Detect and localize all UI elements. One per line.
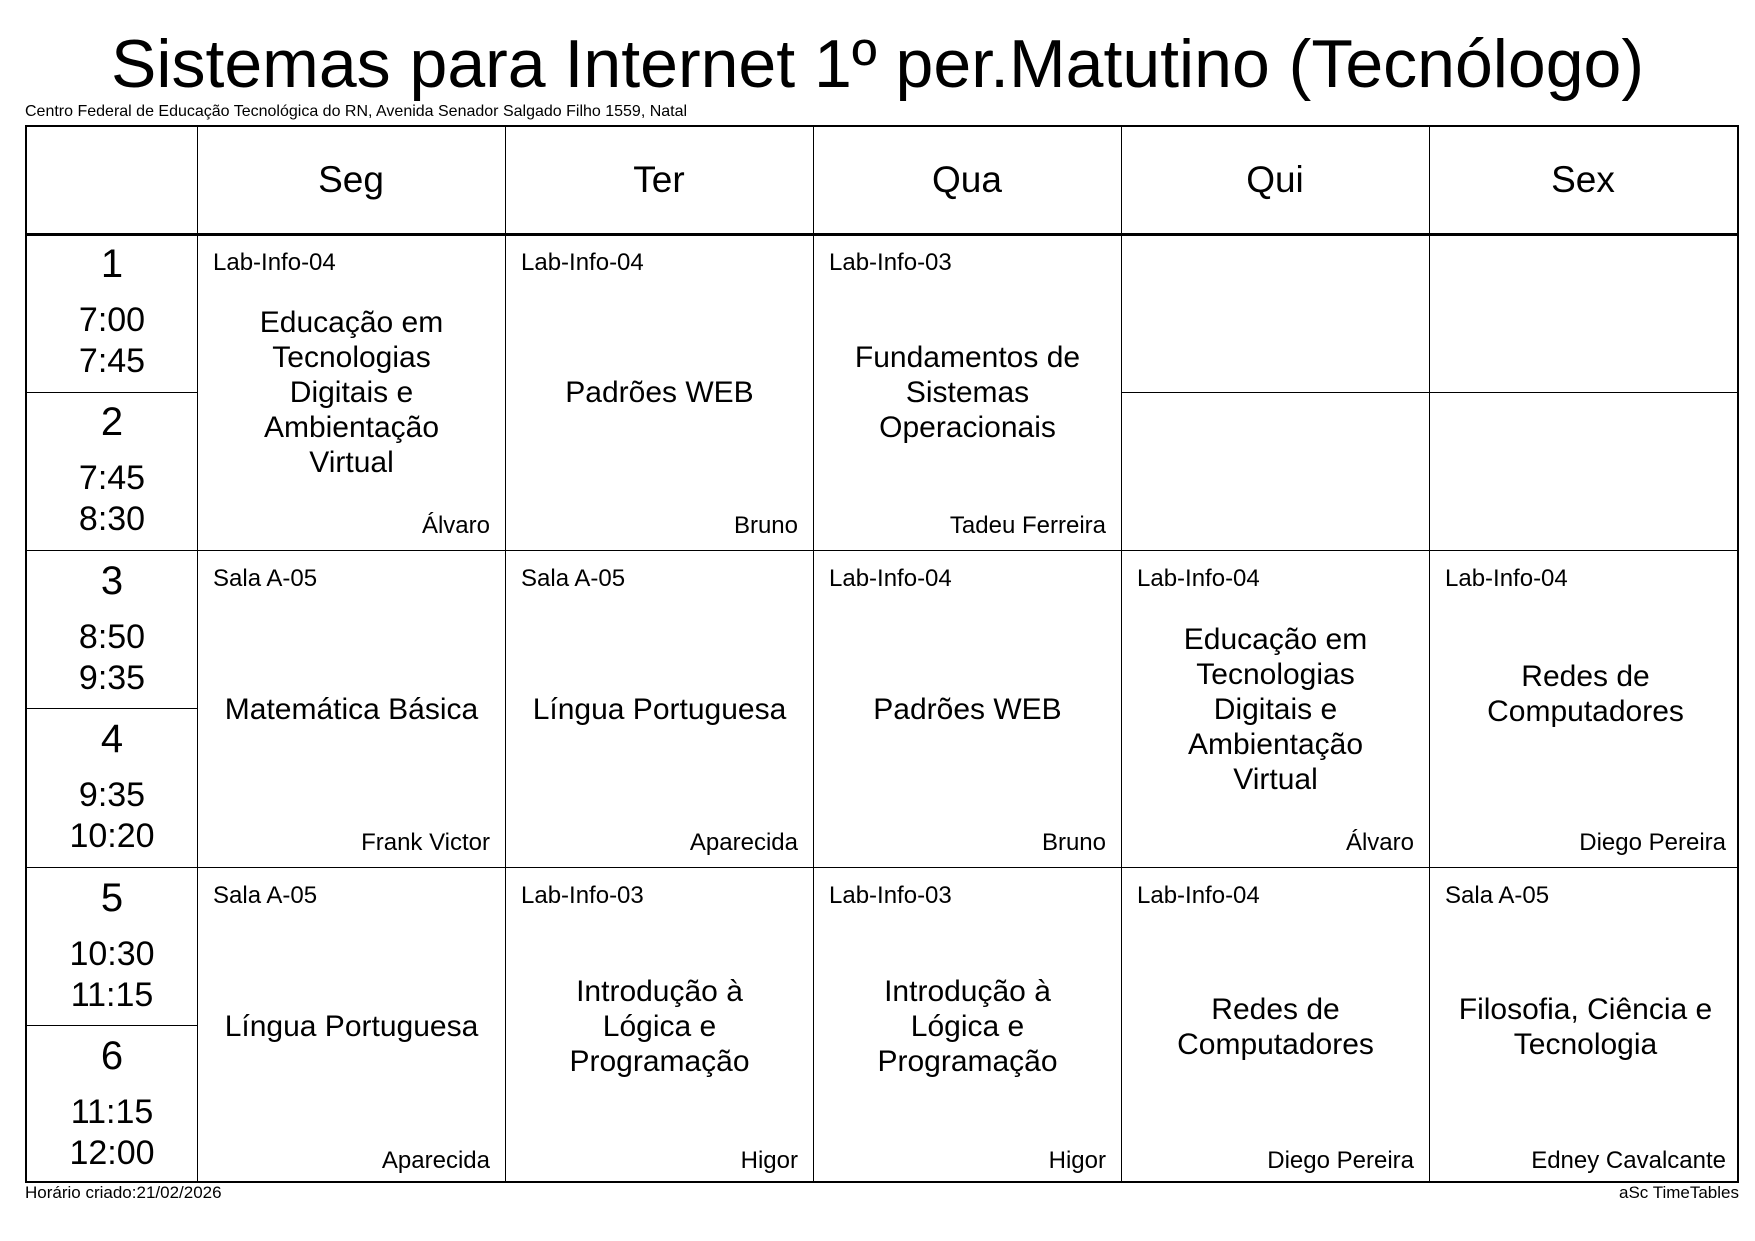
lesson-subject [1438,908,1733,1145]
page-title: Sistemas para Internet 1º per.Matutino (Tecnólogo) [111,26,1644,102]
lesson-subject-text: Introdução à Lógica e Programação [569,975,750,1078]
lesson-subject-text: Redes de Computadores [1177,992,1374,1061]
grid-line [27,708,197,709]
lesson-room: Sala A-05 [213,882,318,909]
lesson-subject [1130,591,1421,827]
lesson-teacher: Higor [1048,1147,1106,1174]
lesson-cell [1122,551,1429,867]
lesson-cell [506,868,813,1183]
lesson-subject-text: Educação em Tecnologias Digitais e Ambientação Virtual [259,306,444,479]
lesson-subject [514,908,805,1145]
period-start: 7:45 [78,459,146,497]
lesson-room: Lab-Info-03 [829,882,952,909]
lesson-cell [814,551,1121,867]
lesson-teacher: Aparecida [381,1147,490,1174]
created-date: Horário criado:21/02/2026 [25,1183,222,1202]
day-header-qui: Qui [1246,159,1304,200]
lesson-subject-text: Educação em Tecnologias Digitais e Ambientação Virtual [1183,622,1368,796]
lesson-room: Lab-Info-04 [213,249,336,276]
period-end: 12:00 [69,1134,155,1172]
lesson-subject [822,591,1113,827]
day-header-sex: Sex [1551,159,1615,200]
lesson-subject-text: Padrões WEB [873,692,1062,726]
lesson-subject-text: Introdução à Lógica e Programação [877,975,1058,1078]
lesson-cell [1122,868,1429,1183]
lesson-subject-text: Fundamentos de Sistemas Operacionais [854,341,1081,444]
lesson-teacher: Álvaro [421,512,490,539]
page-subtitle: Centro Federal de Educação Tecnológica do RN, Avenida Senador Salgado Filho 1559, Natal [25,103,688,120]
period-number: 1 [100,242,124,286]
lesson-room: Lab-Info-04 [1445,565,1568,592]
software-credit: aSc TimeTables [1619,1183,1739,1202]
lesson-teacher: Frank Victor [361,829,490,856]
lesson-room: Lab-Info-03 [829,249,952,276]
lesson-subject-text: Filosofia, Ciência e Tecnologia [1458,992,1713,1061]
lesson-subject-text: Matemática Básica [224,692,479,726]
grid-line [27,392,197,393]
lesson-room: Lab-Info-04 [1137,565,1260,592]
lesson-subject-text: Língua Portuguesa [224,1010,479,1043]
lesson-room: Lab-Info-04 [521,249,644,276]
lesson-subject [206,275,497,510]
lesson-cell [1430,551,1739,867]
lesson-subject [206,908,497,1145]
lesson-teacher: Bruno [733,512,798,539]
lesson-subject [514,275,805,510]
lesson-cell [814,235,1121,550]
lesson-teacher: Bruno [1041,829,1106,856]
day-header-ter: Ter [633,159,685,200]
lesson-teacher: Higor [740,1147,798,1174]
lesson-teacher: Álvaro [1345,829,1414,856]
period-start: 9:35 [78,776,146,814]
lesson-subject [1130,908,1421,1145]
period-end: 9:35 [78,659,146,697]
period-number: 5 [100,876,124,920]
lesson-teacher: Diego Pereira [1267,1147,1414,1174]
lesson-subject-text: Língua Portuguesa [532,692,787,726]
lesson-room: Sala A-05 [213,565,318,592]
period-start: 8:50 [78,618,146,656]
day-header-qua: Qua [932,159,1002,200]
period-number: 4 [100,717,124,761]
period-end: 10:20 [69,817,155,855]
period-number: 3 [100,559,124,603]
lesson-teacher: Diego Pereira [1579,829,1726,856]
lesson-subject [206,591,497,827]
lesson-cell [814,868,1121,1183]
timetable-grid [25,125,1739,1183]
lesson-teacher: Aparecida [689,829,798,856]
grid-line [27,1025,197,1026]
lesson-room: Lab-Info-04 [1137,882,1260,909]
period-end: 11:15 [70,976,154,1014]
lesson-cell [1430,868,1739,1183]
lesson-room: Lab-Info-03 [521,882,644,909]
lesson-room: Sala A-05 [521,565,626,592]
lesson-teacher: Tadeu Ferreira [949,512,1106,539]
day-header-seg: Seg [318,159,384,200]
lesson-teacher: Edney Cavalcante [1531,1147,1726,1174]
lesson-subject [822,908,1113,1145]
lesson-room: Lab-Info-04 [829,565,952,592]
lesson-cell [198,235,505,550]
period-number: 6 [100,1034,124,1078]
lesson-subject-text: Redes de Computadores [1487,660,1684,728]
lesson-cell [198,868,505,1183]
grid-line [1121,392,1739,393]
lesson-cell [198,551,505,867]
period-start: 11:15 [70,1093,154,1131]
lesson-subject [514,591,805,827]
lesson-subject [822,275,1113,510]
lesson-subject-text: Padrões WEB [565,376,754,409]
period-number: 2 [100,400,124,444]
lesson-subject [1438,591,1733,797]
period-end: 8:30 [78,500,146,538]
lesson-cell [506,235,813,550]
period-end: 7:45 [78,342,146,380]
period-start: 10:30 [69,935,155,973]
lesson-room: Sala A-05 [1445,882,1550,909]
period-start: 7:00 [78,301,146,339]
lesson-cell [506,551,813,867]
